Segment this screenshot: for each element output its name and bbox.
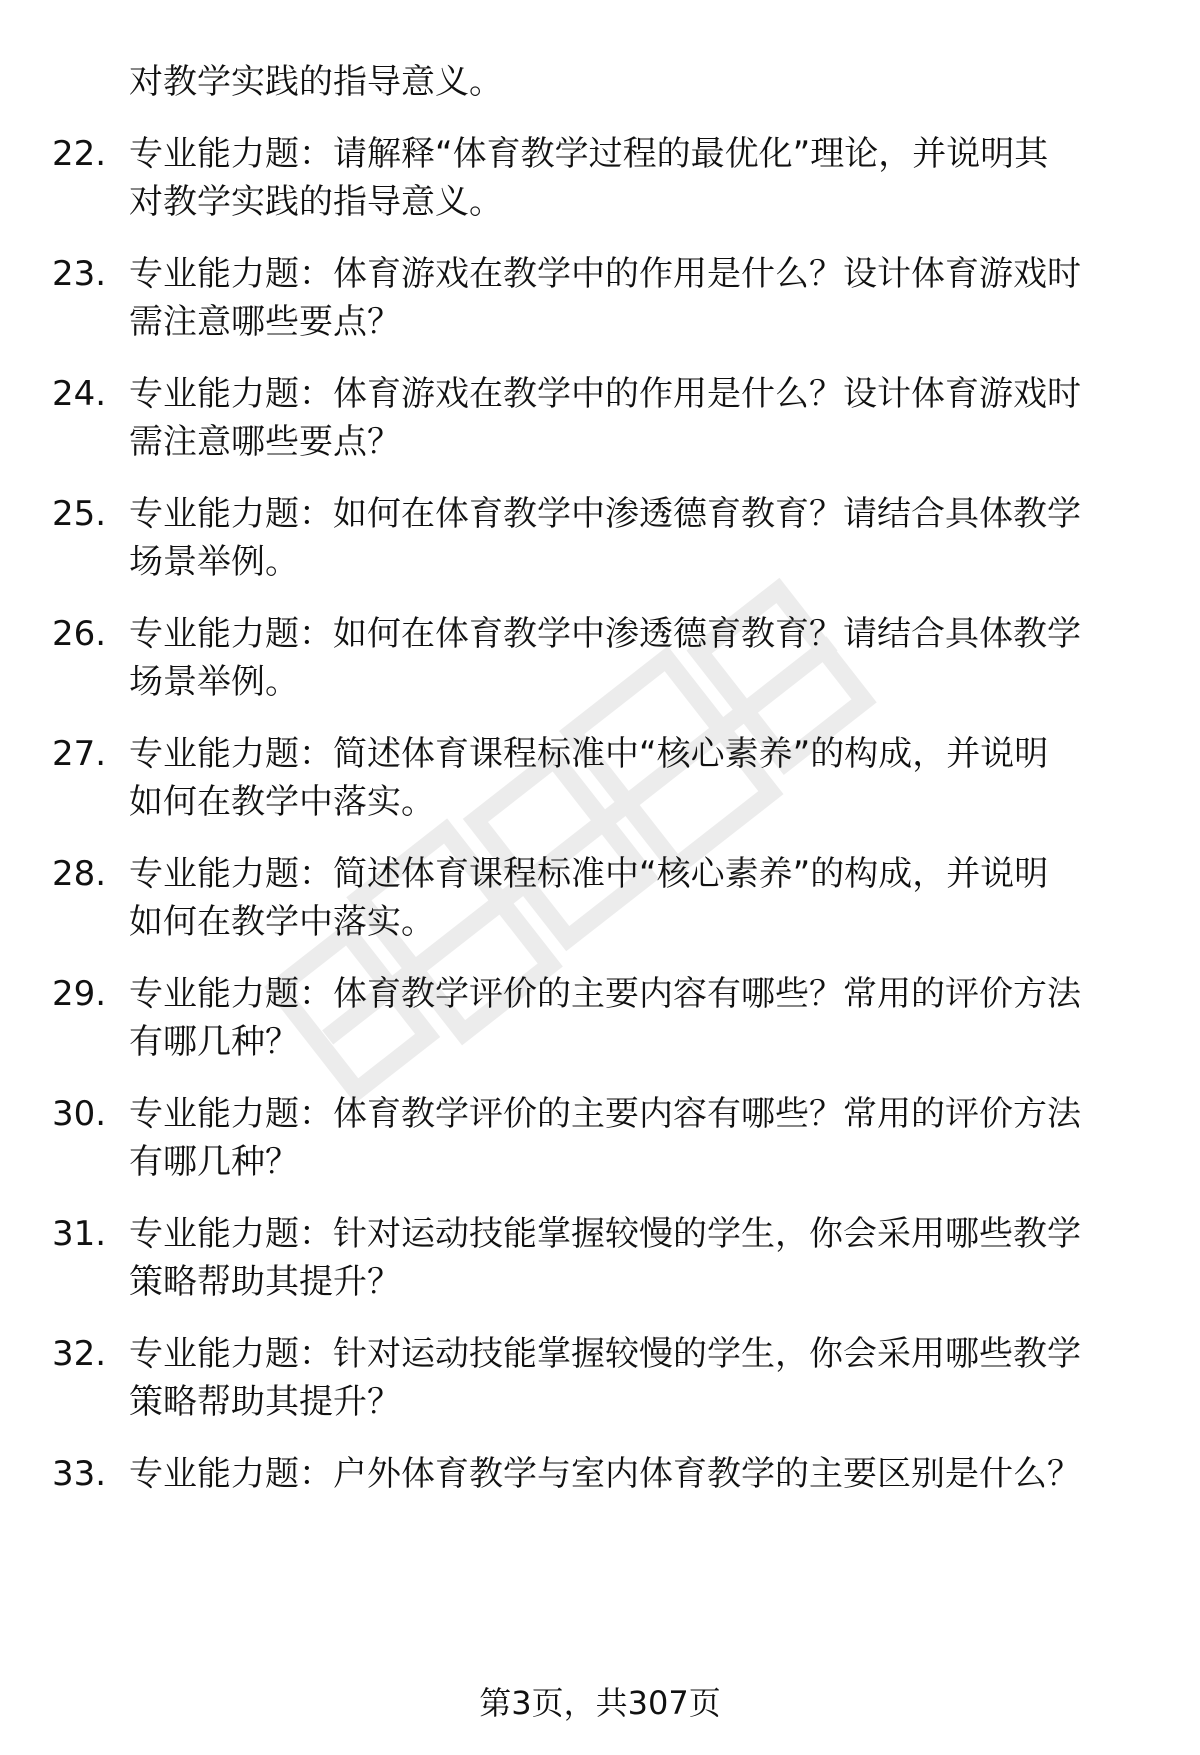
question-item-32 bbox=[52, 1330, 1142, 1426]
question-item-30 bbox=[52, 1090, 1142, 1186]
question-number: 23. bbox=[52, 254, 107, 294]
question-number: 26. bbox=[52, 614, 107, 654]
question-item-22 bbox=[52, 130, 1142, 226]
question-item-33 bbox=[52, 1450, 1142, 1498]
continuation-text: 对教学实践的指导意义。 bbox=[129, 62, 503, 102]
question-number: 30. bbox=[52, 1094, 107, 1134]
question-number: 24. bbox=[52, 374, 107, 414]
question-number: 28. bbox=[52, 854, 107, 894]
question-item-26 bbox=[52, 610, 1142, 706]
question-item-27 bbox=[52, 730, 1142, 826]
question-number: 22. bbox=[52, 134, 107, 174]
question-text: 专业能力题：如何在体育教学中渗透德育教育？请结合具体教学 场景举例。 bbox=[129, 494, 1081, 582]
question-number: 29. bbox=[52, 974, 107, 1014]
question-text: 专业能力题：户外体育教学与室内体育教学的主要区别是什么？ bbox=[129, 1454, 1081, 1494]
question-item-28 bbox=[52, 850, 1142, 946]
question-text: 专业能力题：简述体育课程标准中“核心素养”的构成，并说明 如何在教学中落实。 bbox=[129, 734, 1049, 822]
question-item-23 bbox=[52, 250, 1142, 346]
question-text: 专业能力题：请解释“体育教学过程的最优化”理论，并说明其 对教学实践的指导意义。 bbox=[129, 134, 1049, 222]
question-item-24 bbox=[52, 370, 1142, 466]
question-number: 33. bbox=[52, 1454, 107, 1494]
question-text: 专业能力题：简述体育课程标准中“核心素养”的构成，并说明 如何在教学中落实。 bbox=[129, 854, 1049, 942]
question-item-29 bbox=[52, 970, 1142, 1066]
question-text: 专业能力题：体育游戏在教学中的作用是什么？设计体育游戏时 需注意哪些要点？ bbox=[129, 374, 1081, 462]
question-text: 专业能力题：针对运动技能掌握较慢的学生，你会采用哪些教学 策略帮助其提升？ bbox=[129, 1334, 1081, 1422]
question-text: 专业能力题：针对运动技能掌握较慢的学生，你会采用哪些教学 策略帮助其提升？ bbox=[129, 1214, 1081, 1302]
question-number: 25. bbox=[52, 494, 107, 534]
question-number: 27. bbox=[52, 734, 107, 774]
question-text: 专业能力题：体育游戏在教学中的作用是什么？设计体育游戏时 需注意哪些要点？ bbox=[129, 254, 1081, 342]
page-footer: 第3页，共307页 bbox=[479, 1684, 721, 1722]
question-text: 专业能力题：体育教学评价的主要内容有哪些？常用的评价方法 有哪几种？ bbox=[129, 974, 1081, 1062]
question-number: 31. bbox=[52, 1214, 107, 1254]
question-item-31 bbox=[52, 1210, 1142, 1306]
question-number: 32. bbox=[52, 1334, 107, 1374]
question-text: 专业能力题：体育教学评价的主要内容有哪些？常用的评价方法 有哪几种？ bbox=[129, 1094, 1081, 1182]
question-item-25 bbox=[52, 490, 1142, 586]
question-text: 专业能力题：如何在体育教学中渗透德育教育？请结合具体教学 场景举例。 bbox=[129, 614, 1081, 702]
